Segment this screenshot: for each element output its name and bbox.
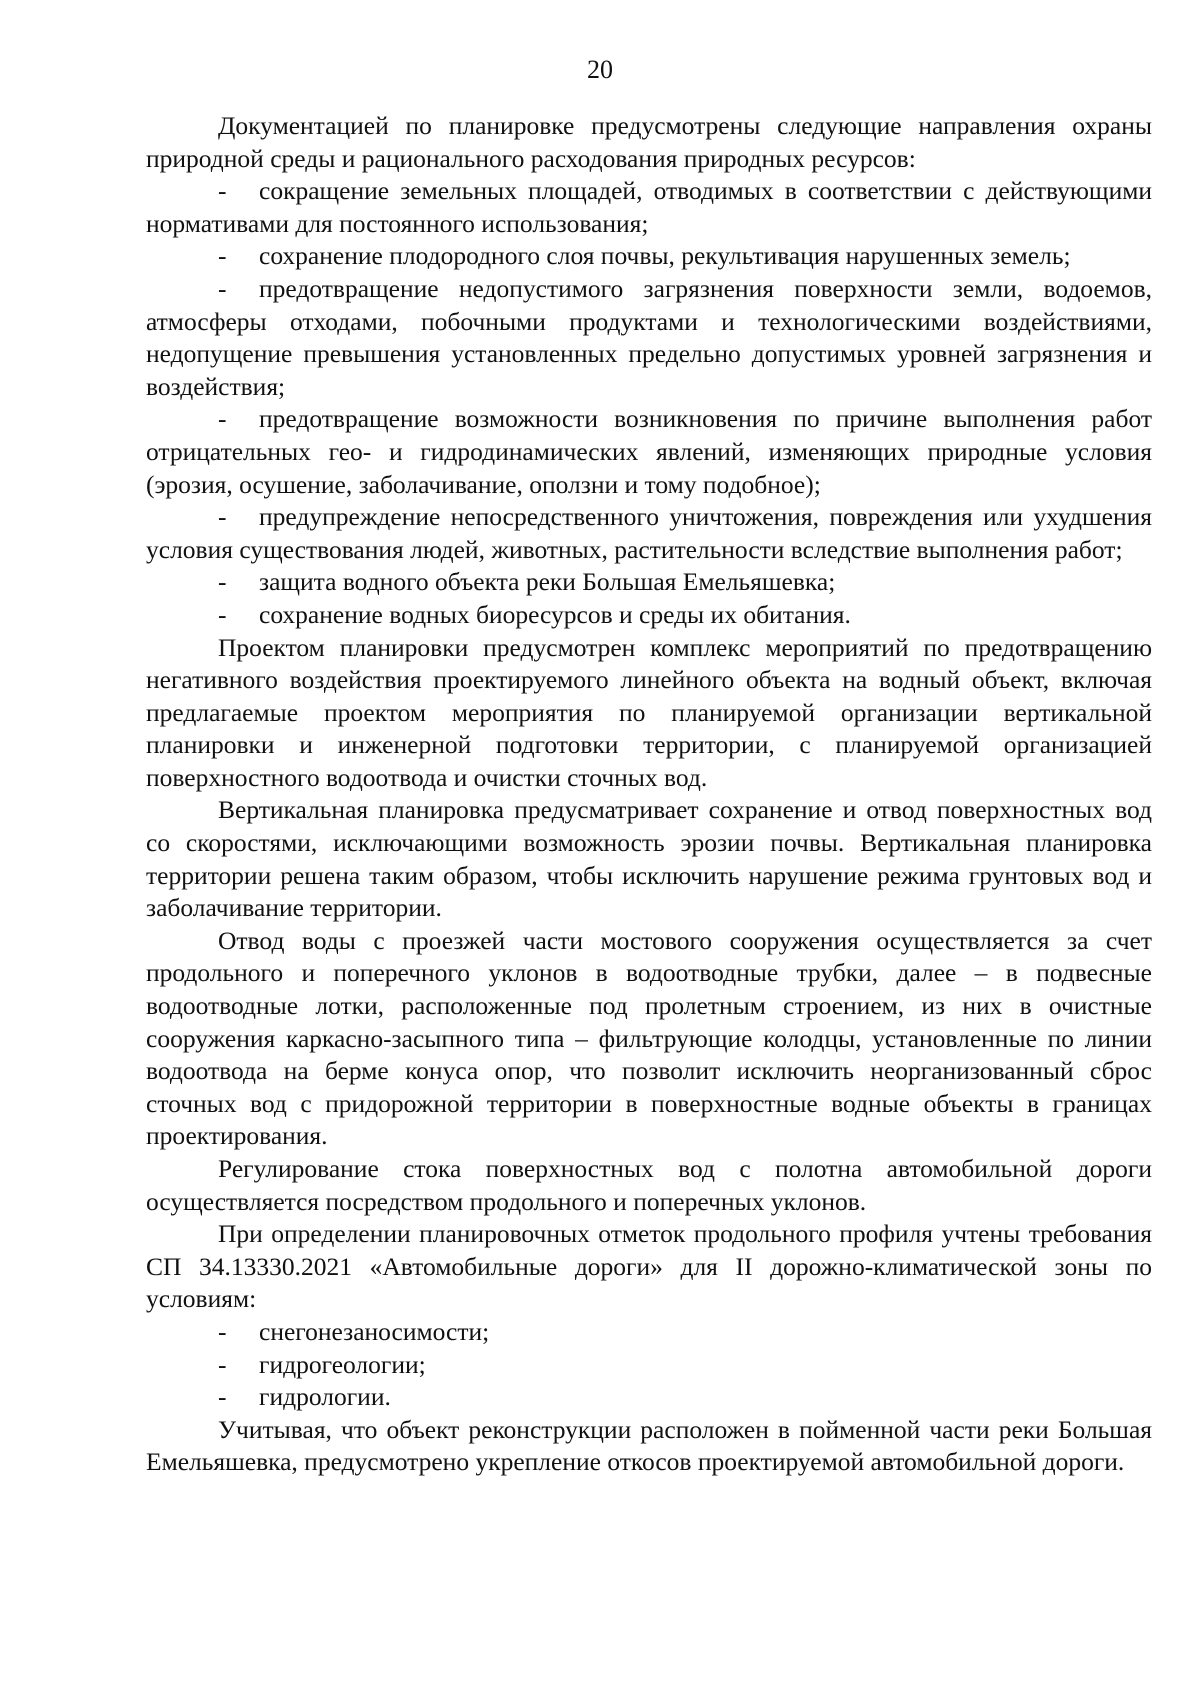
bullet-text: гидрологии. bbox=[259, 1382, 391, 1412]
bullet-dash: - bbox=[218, 1349, 227, 1379]
bullet-dash: - bbox=[218, 599, 227, 629]
bullet-text: сохранение плодородного слоя почвы, рекультивация нарушенных земель; bbox=[259, 241, 1071, 271]
bullet-item bbox=[146, 1381, 1152, 1414]
paragraph: Учитывая, что объект реконструкции расположен в пойменной части реки Большая Емельяшевка, предусмотрено укрепление откосов проектируемой автомобильной дороги. bbox=[146, 1414, 1152, 1477]
bullet-dash: - bbox=[218, 502, 227, 532]
document-body bbox=[146, 110, 1152, 1479]
bullet-text: сохранение водных биоресурсов и среды их обитания. bbox=[259, 599, 851, 629]
bullet-item bbox=[146, 273, 1152, 403]
bullet-dash: - bbox=[218, 567, 227, 597]
bullet-item bbox=[146, 599, 1152, 632]
paragraph: Отвод воды с проезжей части мостового сооружения осуществляется за счет продольного и поперечного уклонов в водоотводные трубки, далее – в подвесные водоотводные лотки, расположенные под пролетным строением, из них в очистные сооружения каркасно-засыпного типа – фильтрующие колодцы, установленные по линии водоотвода на берме конуса опор, что позволит исключить неорганизованный сброс сточных вод с придорожной территории в поверхностные водные объекты в границах проектирования. bbox=[146, 925, 1152, 1151]
bullet-text: защита водного объекта реки Большая Емельяшевка; bbox=[259, 567, 836, 597]
page-number: 20 bbox=[587, 55, 613, 84]
bullet-item bbox=[146, 566, 1152, 599]
paragraph: При определении планировочных отметок продольного профиля учтены требования СП 34.13330.2021 «Автомобильные дороги» для II дорожно-климатической зоны по условиям: bbox=[146, 1219, 1152, 1314]
bullet-text: предотвращение возможности возникновения по причине выполнения работ отрицательных гео- и гидродинамических явлений, изменяющих природные условия (эрозия, осушение, заболачивание, оползни и тому подобное); bbox=[146, 404, 1152, 499]
bullet-text: сокращение земельных площадей, отводимых в соответствии с действующими нормативами для постоянного использования; bbox=[146, 176, 1152, 238]
bullet-item bbox=[146, 501, 1152, 566]
bullet-text: гидрогеологии; bbox=[259, 1349, 426, 1379]
bullet-dash: - bbox=[218, 241, 227, 271]
bullet-text: предупреждение непосредственного уничтожения, повреждения или ухудшения условия существования людей, животных, растительности вследствие выполнения работ; bbox=[146, 502, 1152, 564]
paragraph: Вертикальная планировка предусматривает сохранение и отвод поверхностных вод со скоростями, исключающими возможность эрозии почвы. Вертикальная планировка территории решена таким образом, чтобы исключить нарушение режима грунтовых вод и заболачивание территории. bbox=[146, 795, 1152, 923]
bullet-dash: - bbox=[218, 404, 227, 434]
bullet-item bbox=[146, 240, 1152, 273]
bullet-item bbox=[146, 1349, 1152, 1382]
bullet-dash: - bbox=[218, 273, 227, 303]
paragraph-intro: Документацией по планировке предусмотрены следующие направления охраны природной среды и рационального расходования природных ресурсов: bbox=[146, 111, 1152, 173]
bullet-text: снегонезаносимости; bbox=[259, 1316, 490, 1346]
bullet-item bbox=[146, 403, 1152, 501]
bullet-dash: - bbox=[218, 1316, 227, 1346]
bullet-dash: - bbox=[218, 1382, 227, 1412]
bullet-item bbox=[146, 175, 1152, 240]
bullet-dash: - bbox=[218, 176, 227, 206]
paragraph: Регулирование стока поверхностных вод с полотна автомобильной дороги осуществляется посредством продольного и поперечных уклонов. bbox=[146, 1154, 1152, 1216]
bullet-text: предотвращение недопустимого загрязнения поверхности земли, водоемов, атмосферы отходами, побочными продуктами и технологическими воздействиями, недопущение превышения установленных предельно допустимых уровней загрязнения и воздействия; bbox=[146, 273, 1152, 401]
paragraph: Проектом планировки предусмотрен комплекс мероприятий по предотвращению негативного воздействия проектируемого линейного объекта на водный объект, включая предлагаемые проектом мероприятия по планируемой организации вертикальной планировки и инженерной подготовки территории, с планируемой организацией поверхностного водоотвода и очистки сточных вод. bbox=[146, 632, 1152, 792]
bullet-item bbox=[146, 1316, 1152, 1349]
